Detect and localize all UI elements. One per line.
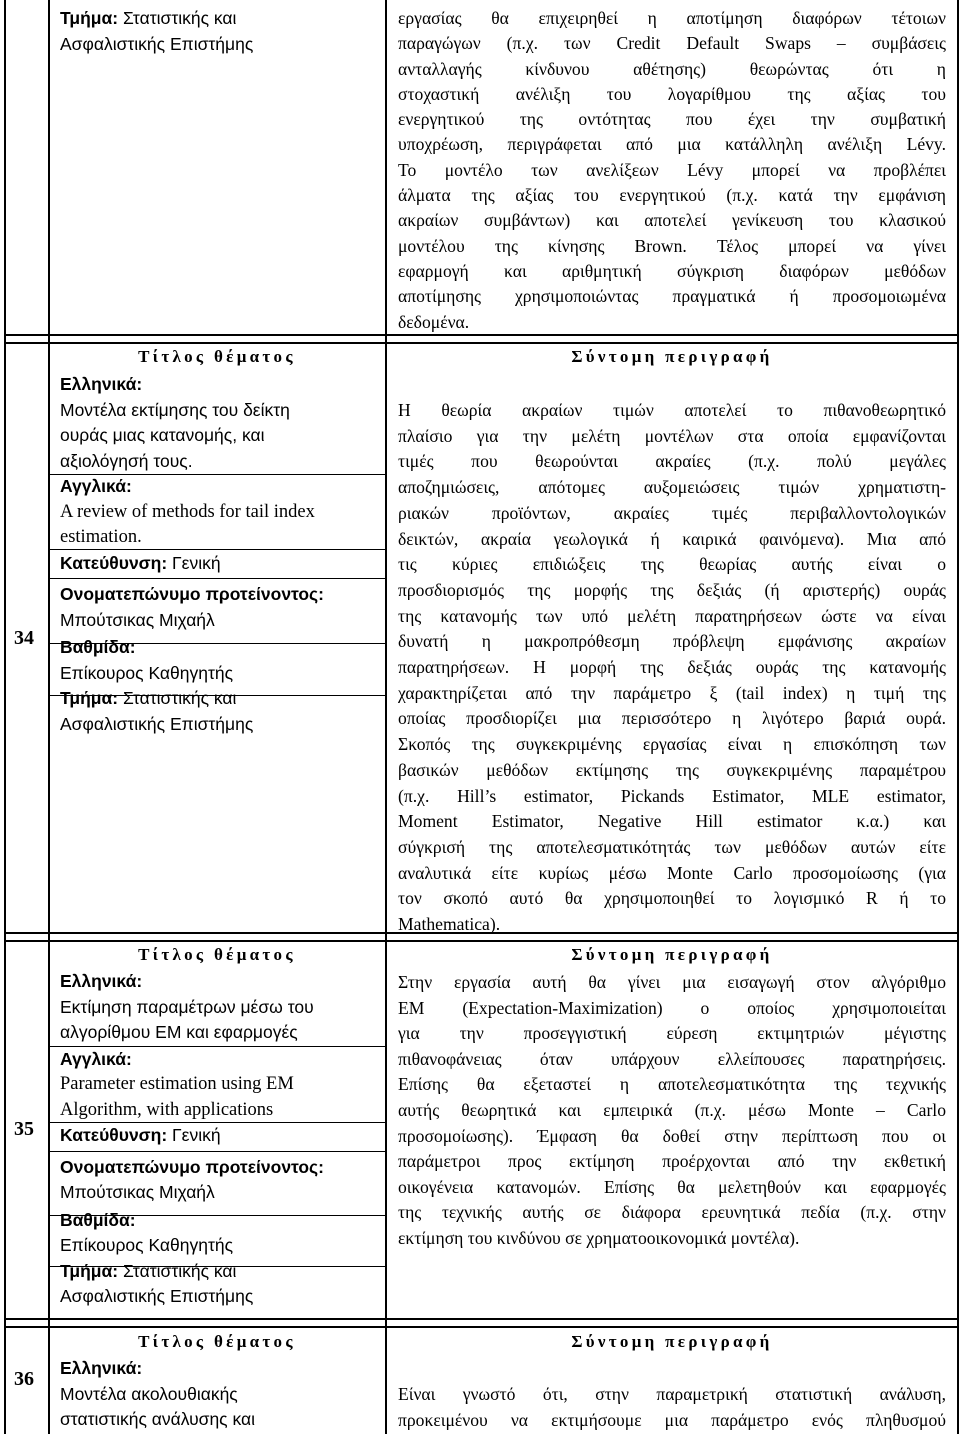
department-label: Τμήμα:: [60, 1260, 119, 1281]
summary-line: εργασίας θα επιχειρηθεί η αποτίμηση διαφόρων τέτοιων: [398, 8, 946, 28]
proposer-value: Μπούτσικας Μιχαήλ: [60, 609, 215, 630]
greek-title-line: στατιστικής ανάλυσης και: [60, 1409, 256, 1429]
summary-line: ακραίων συμβάντων) και αποτελεί γενίκευση του κλασικού: [398, 210, 946, 231]
row-34-left: [60, 372, 380, 737]
department-value-2: Ασφαλιστικής Επιστήμης: [60, 713, 254, 734]
summary-line: εκτίμηση του κινδύνου σε χρηματοοικονομικά μοντέλα).: [398, 1227, 800, 1248]
row-34-summary: [398, 398, 946, 938]
direction-label: Κατεύθυνση:: [60, 1125, 168, 1145]
greek-label: Ελληνικά:: [60, 1358, 143, 1378]
summary-line: προσδιορισμός της μορφής της δεξιάς (ή αριστερής) ουράς: [398, 579, 946, 600]
department-label: Τμήμα:: [60, 8, 119, 28]
summary-line: Η θεωρία ακραίων τιμών αποτελεί το πιθανοθεωρητικό: [398, 400, 946, 420]
title-header: Τίτλος θέματος: [138, 1332, 296, 1351]
rank-label: Βαθμίδα:: [60, 1209, 136, 1230]
english-label: Αγγλικά:: [60, 1048, 132, 1069]
summary-line: για την προσεγγιστική εύρεση εκτιμητριών μέγιστης: [398, 1023, 946, 1044]
summary-line: Mathematica).: [398, 914, 501, 935]
greek-title-line: ουράς μιας κατανομής, και: [60, 425, 265, 445]
greek-label: Ελληνικά:: [60, 971, 143, 991]
summary-line: δεικτών, ακραία γεωλογικά ή καιρικά φαινόμενα). Μια από: [398, 528, 946, 549]
row-separator-top-34b: [4, 342, 959, 344]
summary-header: Σύντομη περιγραφή: [571, 1332, 773, 1351]
rank-label: Βαθμίδα:: [60, 637, 136, 657]
summary-line: Στην εργασία αυτή θα γίνει μια εισαγωγή στον αλγόριθμο: [398, 972, 946, 992]
prev-summary: [398, 6, 946, 335]
row-number: 34: [14, 627, 34, 649]
summary-line: της τεχνικής αυτής σε διάφορα ερευνητικά πεδία (π.χ. στην: [398, 1202, 946, 1223]
summary-line: Moment Estimator, Negative Hill estimator κ.α.) και: [398, 811, 946, 832]
summary-line: ανταλλαγής κίνδυνου αθέτησης) θεωρώντας ότι η: [398, 58, 946, 79]
summary-line: βασικών μεθόδων εκτίμησης της συγκεκριμένης παραμέτρου: [398, 759, 946, 780]
table-border-right: [957, 0, 959, 1434]
summary-line: χαρακτηρίζεται από την παράμετρο ξ (tail index) η τιμή της: [398, 682, 946, 703]
summary-line: εφαρμογή και αριθμητική σύγκριση διαφόρων μεθόδων: [398, 260, 946, 281]
summary-line: Είναι γνωστό ότι, στην παραμετρική στατιστική ανάλυση,: [398, 1384, 946, 1404]
department-value: Στατιστικής και: [118, 688, 237, 708]
row-number: 35: [14, 1118, 34, 1140]
summary-line: προσομοίωσης). Έμφαση θα δοθεί στην περίπτωση που οι: [398, 1125, 946, 1146]
proposer-value: Μπούτσικας Μιχαήλ: [60, 1182, 215, 1202]
summary-line: στοχαστική ανέλιξη του λογαρίθμου της αξίας του: [398, 83, 946, 104]
summary-line: Σκοπός της συγκεκριμένης εργασίας είναι η επισκόπηση των: [398, 734, 946, 755]
english-label: Αγγλικά:: [60, 476, 132, 496]
summary-line: Το μοντέλο των ανελίξεων Lévy μπορεί να προβλέπει: [398, 159, 946, 180]
summary-line: οποίας προσδιορίζει μια περισσότερο η λιγότερο βαριά ουρά.: [398, 708, 946, 729]
title-header: Τίτλος θέματος: [138, 945, 296, 964]
greek-title-line: Μοντέλα εκτίμησης του δείκτη: [60, 399, 290, 420]
row-separator-top-36: [4, 1318, 959, 1320]
summary-line: τον σκοπό αυτό θα χρησιμοποιηθεί το λογισμικό R ή το: [398, 888, 946, 909]
summary-line: (π.χ. Hill’s estimator, Pickands Estimator, MLE estimator,: [398, 785, 946, 806]
summary-line: πλαίσιο για την μελέτη μοντέλων στα οποία εμφανίζονται: [398, 425, 946, 446]
summary-line: παραγώγων (π.χ. των Credit Default Swaps – συμβάσεις: [398, 33, 946, 54]
proposer-label: Ονοματεπώνυμο προτείνοντος:: [60, 584, 324, 604]
prev-left-cell: [60, 6, 380, 57]
summary-line: αναλυτικά είτε κυρίως μέσω Monte Carlo προσομοίωσης (για: [398, 862, 946, 883]
greek-title-line: Εκτίμηση παραμέτρων μέσω του: [60, 996, 314, 1017]
summary-line: ενεργητικού της οντότητας που έχει την συμβατική: [398, 109, 946, 130]
greek-title-line: αλγορίθμου ΕΜ και εφαρμογές: [60, 1022, 298, 1042]
department-value: Στατιστικής και: [118, 1260, 237, 1281]
greek-title-line: αξιολόγησή τους.: [60, 450, 193, 471]
department-value-2: Ασφαλιστικής Επιστήμης: [60, 1286, 254, 1306]
summary-line: άλματα της αξίας του ενεργητικού (π.χ. κατά την εμφάνιση: [398, 185, 946, 206]
summary-line: EM (Expectation-Maximization) ο οποίος χρησιμοποιείται: [398, 997, 946, 1018]
department-value-2: Ασφαλιστικής Επιστήμης: [60, 33, 254, 54]
summary-header: Σύντομη περιγραφή: [571, 347, 773, 366]
row-separator-top-35b: [4, 940, 959, 942]
greek-title-line: Μοντέλα ακολουθιακής: [60, 1383, 238, 1404]
english-title-line: Algorithm, with applications: [60, 1099, 274, 1120]
table-border-mid: [385, 0, 387, 1434]
rank-value: Επίκουρος Καθηγητής: [60, 662, 234, 683]
greek-label: Ελληνικά:: [60, 374, 143, 394]
department-value: Στατιστικής και: [118, 8, 237, 28]
summary-line: σύγκρισή της αποτελεσματικότητάς των μεθόδων αυτών είτε: [398, 836, 946, 857]
english-title-line: Parameter estimation using EM: [60, 1074, 294, 1094]
summary-line: αυτής θεωρητικά και εμπειρικά (π.χ. μέσω Monte – Carlo: [398, 1099, 946, 1120]
summary-line: Επίσης θα εξεταστεί η αποτελεσματικότητα της τεχνικής: [398, 1074, 946, 1095]
summary-line: υποχρέωση, περιγράφεται από μια κατάλληλη ανέλιξη Lévy.: [398, 134, 946, 155]
direction-value: Γενική: [167, 1125, 221, 1145]
summary-line: αποτίμησης χρησιμοποιώντας πραγματικά ή προσομοιωμένα: [398, 286, 946, 307]
summary-line: δυνατή η μακροπρόθεσμη πρόβλεψη εμφάνισης ακραίων: [398, 631, 946, 652]
direction-value: Γενική: [167, 552, 221, 573]
summary-line: πιθανοφάνειας όταν υπάρχουν ελλείπουσες παρατηρήσεις.: [398, 1048, 946, 1069]
row-36-summary: [398, 1382, 946, 1433]
summary-line: τιμές που θεωρούνται ακραίες (π.χ. πολύ μεγάλες: [398, 451, 946, 472]
table-border-num: [48, 0, 50, 1434]
summary-line: αποζημιώσεις, απότομες αυξομειώσεις τιμών χρηματιστη-: [398, 477, 946, 498]
summary-line: προκειμένου να εκτιμήσουμε μια παράμετρο ενός πληθυσμού: [398, 1409, 946, 1430]
title-header: Τίτλος θέματος: [138, 347, 296, 366]
row-separator-top-36b: [4, 1326, 959, 1328]
english-title-line: estimation.: [60, 527, 142, 547]
rank-value: Επίκουρος Καθηγητής: [60, 1235, 234, 1255]
department-label: Τμήμα:: [60, 688, 119, 708]
proposer-label: Ονοματεπώνυμο προτείνοντος:: [60, 1156, 324, 1177]
row-36-left: [60, 1356, 380, 1433]
summary-line: παρατηρήσεων. Η μορφή της δεξιάς ουράς της κατανομής: [398, 657, 946, 678]
english-title-line: A review of methods for tail index: [60, 501, 315, 522]
summary-line: τις κύριες επιδιώξεις της θεωρίας αυτής είναι ο: [398, 554, 946, 575]
summary-line: μοντέλου της κίνησης Brown. Τέλος μπορεί να γίνει: [398, 235, 946, 256]
table-border-left: [4, 0, 6, 1434]
row-35-left: [60, 969, 380, 1310]
summary-line: ριακών προϊόντων, ακραίες τιμές περιβαλλοντολογικών: [398, 502, 946, 523]
row-number: 36: [14, 1368, 34, 1390]
summary-line: παράμετροι προς εκτίμηση προέρχονται από την εκθετική: [398, 1151, 946, 1172]
summary-line: οικογένεια κατανομών. Επίσης θα μελετηθούν και εφαρμογές: [398, 1176, 946, 1197]
summary-line: της κατανομής των υπό μελέτη παρατηρήσεων ώστε να είναι: [398, 605, 946, 626]
summary-line: δεδομένα.: [398, 311, 470, 332]
summary-header: Σύντομη περιγραφή: [571, 945, 773, 964]
direction-label: Κατεύθυνση:: [60, 552, 168, 573]
row-35-summary: [398, 970, 946, 1252]
